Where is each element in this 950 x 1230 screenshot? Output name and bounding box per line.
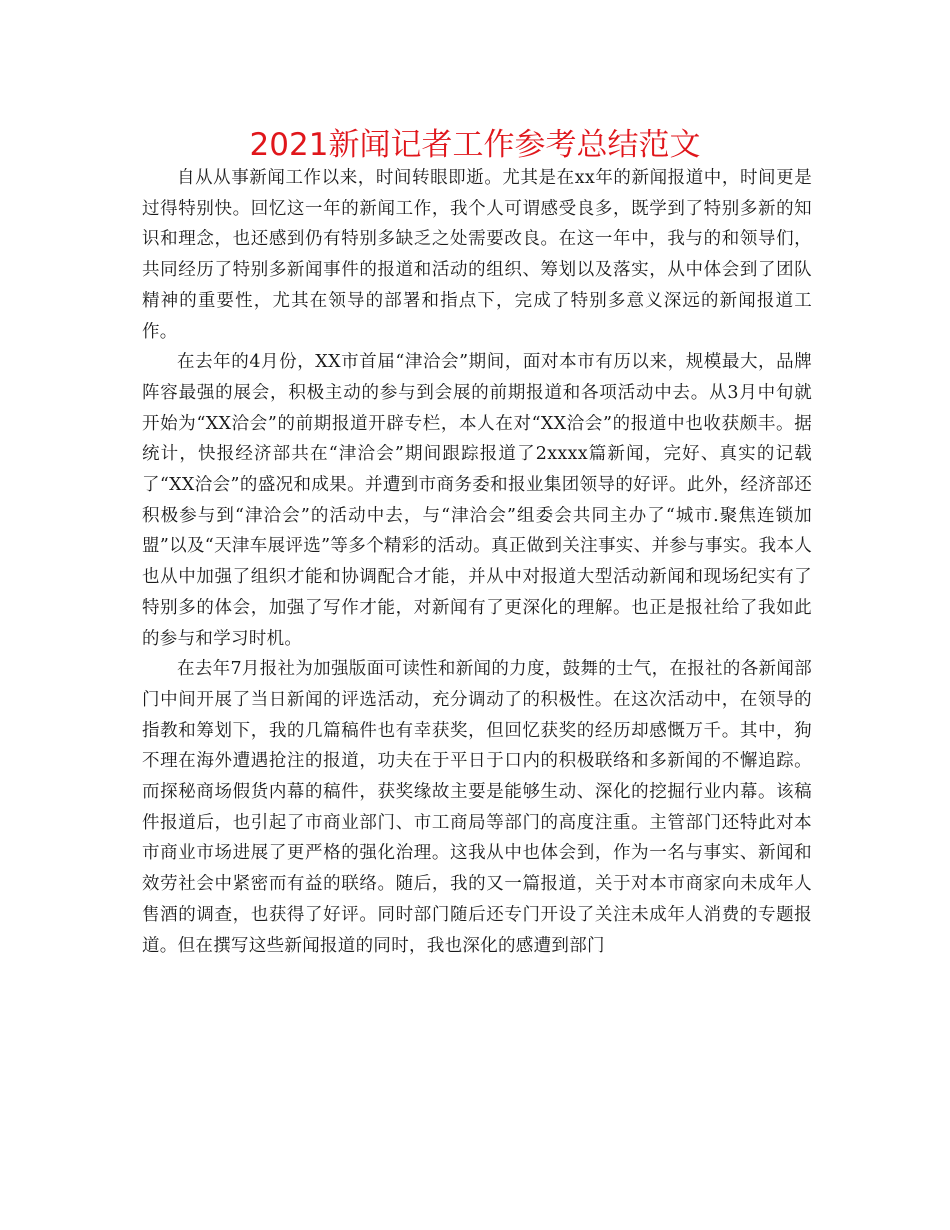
document-title: 2021新闻记者工作参考总结范文	[249, 127, 701, 163]
paragraph: 在去年7月报社为加强版面可读性和新闻的力度，鼓舞的士气，在报社的各新闻部门中间开展了当日新闻的评选活动，充分调动了的积极性。在这次活动中，在领导的指教和筹划下，我的几篇稿件也有幸获奖，但回忆获奖的经历却感慨万千。其中，狗不理在海外遭遇抢注的报道，功夫在于平日于口内的积极联络和多新闻的不懈追踪。而探秘商场假货内幕的稿件，获奖缘故主要是能够生动、深化的挖掘行业内幕。该稿件报道后，也引起了市商业部门、市工商局等部门的高度注重。主管部门还特此对本市商业市场进展了更严格的强化治理。这我从中也体会到，作为一名与事实、新闻和效劳社会中紧密而有益的联络。随后，我的又一篇报道，关于对本市商家向未成年人售酒的调查，也获得了好评。同时部门随后还专门开设了关注未成年人消费的专题报道。但在撰写这些新闻报道的同时，我也深化的感遭到部门	[142, 659, 812, 956]
document-body	[142, 163, 812, 961]
paragraph: 在去年的4月份，XX市首届“津洽会”期间，面对本市有历以来，规模最大，品牌阵容最强的展会，积极主动的参与到会展的前期报道和各项活动中去。从3月中旬就开始为“XX洽会”的前期报道开辟专栏，本人在对“XX洽会”的报道中也收获颇丰。据统计，快报经济部共在“津洽会”期间跟踪报道了2xxxx篇新闻，完好、真实的记载了“XX洽会”的盛况和成果。并遭到市商务委和报业集团领导的好评。此外，经济部还积极参与到“津洽会”的活动中去，与“津洽会”组委会共同主办了“城市.聚焦连锁加盟”以及“天津车展评选”等多个精彩的活动。真正做到关注事实、并参与事实。我本人也从中加强了组织才能和协调配合才能，并从中对报道大型活动新闻和现场纪实有了特别多的体会，加强了写作才能，对新闻有了更深化的理解。也正是报社给了我如此的参与和学习时机。	[142, 352, 812, 649]
paragraph: 自从从事新闻工作以来，时间转眼即逝。尤其是在xx年的新闻报道中，时间更是过得特别快。回忆这一年的新闻工作，我个人可谓感受良多，既学到了特别多新的知识和理念，也还感到仍有特别多缺乏之处需要改良。在这一年中，我与的和领导们，共同经历了特别多新闻事件的报道和活动的组织、筹划以及落实，从中体会到了团队精神的重要性，尤其在领导的部署和指点下，完成了特别多意义深远的新闻报道工作。	[142, 168, 812, 342]
